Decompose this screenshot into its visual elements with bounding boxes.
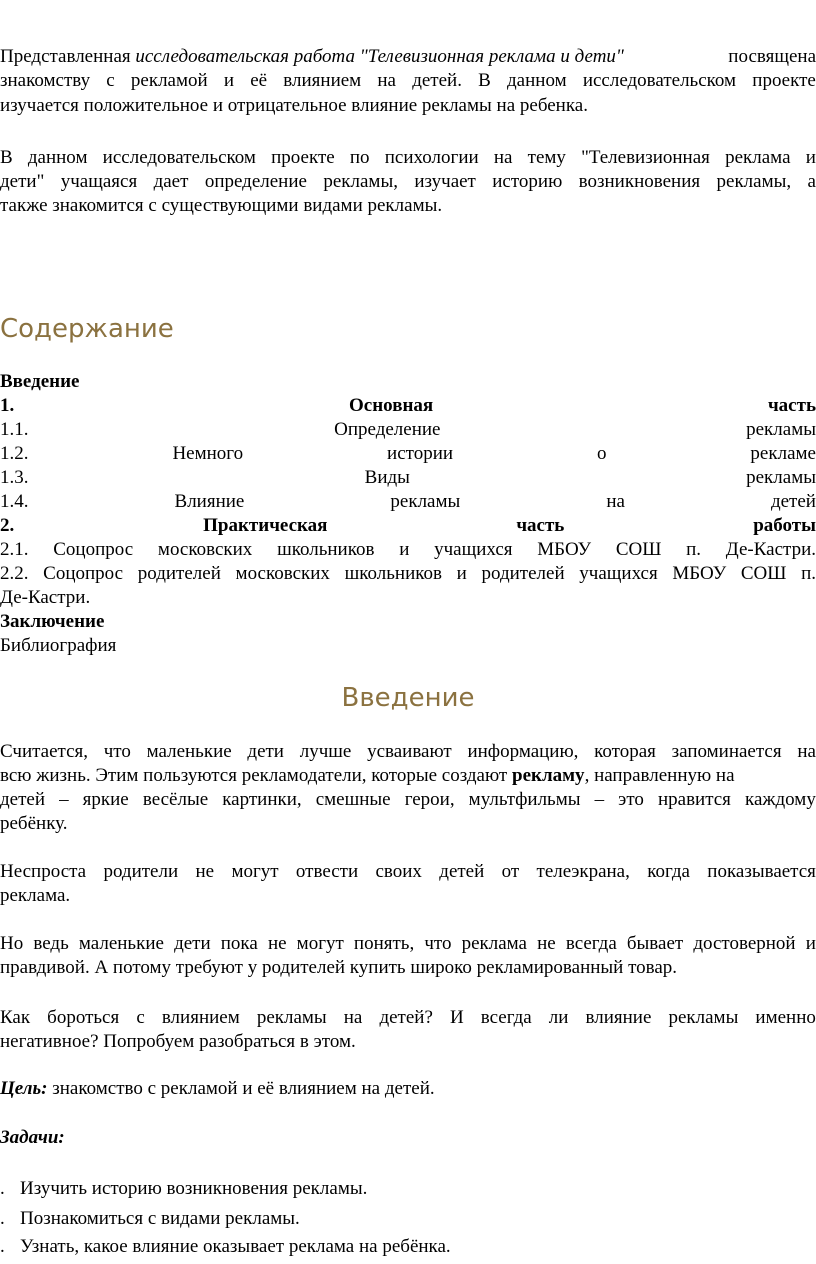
toc-item-1-3[interactable] xyxy=(0,466,816,490)
word: В xyxy=(478,70,491,91)
word: психологии xyxy=(384,147,479,168)
word: ведь xyxy=(33,933,69,954)
toc-word: 1. xyxy=(0,395,15,416)
toc-word: п. xyxy=(801,563,816,584)
word: детей. xyxy=(412,70,462,91)
word: рекламы xyxy=(668,1007,739,1028)
word: отвести xyxy=(295,861,359,882)
task-item xyxy=(0,1207,816,1231)
word: влиянием xyxy=(283,70,362,91)
word: "Телевизионная xyxy=(581,147,710,168)
intro-paragraph-2-line-3: также знакомится с существующими видами рекламы. xyxy=(0,195,443,216)
intro-paragraph-2-line-1 xyxy=(0,146,816,170)
toc-word: школьников xyxy=(277,539,375,560)
intro-body-p1-line-2 xyxy=(0,764,816,788)
toc-word: рекламы xyxy=(390,491,461,512)
intro-body-p3-line-1 xyxy=(0,932,816,956)
word: и xyxy=(805,933,816,954)
toc-word: и xyxy=(456,563,467,584)
task-text: Познакомиться с видами рекламы. xyxy=(20,1208,300,1229)
word: Но xyxy=(0,933,24,954)
word: не xyxy=(267,933,287,954)
intro-paragraph-1-line-3: изучается положительное и отрицательное влияние рекламы на ребенка. xyxy=(0,95,588,116)
word: усваивают xyxy=(367,741,452,762)
intro-body-p4-line-1 xyxy=(0,1006,816,1030)
word: рекламой xyxy=(130,70,208,91)
task-item xyxy=(0,1235,816,1259)
word: дети" xyxy=(0,171,45,192)
word: по xyxy=(349,147,370,168)
toc-bibliography[interactable]: Библиография xyxy=(0,635,117,656)
toc-word: на xyxy=(606,491,625,512)
toc-word: 1.4. xyxy=(0,491,29,512)
toc-word: учащихся xyxy=(434,539,513,560)
word: реклама xyxy=(461,933,527,954)
word: дети xyxy=(247,741,284,762)
toc-word: 2.2. xyxy=(0,563,29,584)
bold-link-span[interactable]: рекламу xyxy=(512,765,585,786)
goal-line xyxy=(0,1077,816,1101)
toc-word: СОШ xyxy=(615,539,662,560)
word: учащаяся xyxy=(60,171,138,192)
toc-item-2-2-continued[interactable]: Де-Кастри. xyxy=(0,587,91,608)
toc-word: МБОУ xyxy=(537,539,592,560)
text-span: всю жизнь. Этим пользуются рекламодатели, которые создают xyxy=(0,765,512,786)
word: на xyxy=(797,741,816,762)
word: данном xyxy=(27,147,88,168)
word: мультфильмы xyxy=(468,789,581,810)
toc-word: часть xyxy=(516,515,565,536)
word: Неспроста xyxy=(0,861,87,882)
intro-body-p1-line-4: ребёнку. xyxy=(0,813,68,834)
toc-word: Основная xyxy=(349,395,434,416)
toc-item-1-2[interactable] xyxy=(0,442,816,466)
toc-item-1-1[interactable] xyxy=(0,418,816,442)
word: а xyxy=(807,171,816,192)
toc-word: рекламы xyxy=(746,467,816,488)
word: маленькие xyxy=(146,741,232,762)
word: это xyxy=(618,789,644,810)
word: детей? xyxy=(379,1007,433,1028)
toc-word: часть xyxy=(767,395,816,416)
toc-item-1-4[interactable] xyxy=(0,490,816,514)
toc-word: школьников xyxy=(344,563,442,584)
word: детей xyxy=(439,861,485,882)
word: герои, xyxy=(404,789,455,810)
word: историю xyxy=(492,171,563,192)
toc-word: СОШ xyxy=(740,563,787,584)
word: влияние xyxy=(585,1007,652,1028)
toc-word: Соцопрос xyxy=(43,563,124,584)
list-marker: . xyxy=(0,1236,5,1257)
word: именно xyxy=(755,1007,816,1028)
word: на xyxy=(343,1007,363,1028)
toc-word: 2. xyxy=(0,515,15,536)
word: тему xyxy=(527,147,566,168)
toc-word: детей xyxy=(770,491,816,512)
toc-word: родителей xyxy=(137,563,221,584)
word: ли xyxy=(548,1007,569,1028)
word: бывает xyxy=(626,933,684,954)
word: пока xyxy=(220,933,258,954)
toc-word: Де-Кастри. xyxy=(725,539,816,560)
toc-word: и xyxy=(399,539,410,560)
list-marker: . xyxy=(0,1208,5,1229)
word: каждому xyxy=(745,789,816,810)
word: И xyxy=(449,1007,464,1028)
introduction-heading: Введение xyxy=(341,683,475,713)
word: с xyxy=(136,1007,145,1028)
word: её xyxy=(250,70,268,91)
toc-part-2[interactable] xyxy=(0,514,816,538)
word: дает xyxy=(153,171,189,192)
toc-word: о xyxy=(596,443,607,464)
toc-word: п. xyxy=(686,539,702,560)
toc-word: Соцопрос xyxy=(53,539,134,560)
toc-word: работы xyxy=(753,515,816,536)
word: не xyxy=(537,933,556,954)
word: детей xyxy=(0,789,46,810)
word: не xyxy=(195,861,215,882)
word: определение xyxy=(204,171,307,192)
word: проекте xyxy=(271,147,335,168)
toc-item-2-1[interactable] xyxy=(0,538,816,562)
intro-paragraph-2-line-2 xyxy=(0,170,816,194)
toc-word: 1.3. xyxy=(0,467,29,488)
word: картинки, xyxy=(222,789,302,810)
word: нравится xyxy=(657,789,731,810)
task-text: Изучить историю возникновения рекламы. xyxy=(20,1178,368,1199)
word: рекламы xyxy=(256,1007,327,1028)
word: что xyxy=(424,933,452,954)
word: В xyxy=(0,147,13,168)
word: влиянием xyxy=(161,1007,240,1028)
toc-word: московских xyxy=(157,539,253,560)
word: запоминается xyxy=(671,741,782,762)
tasks-label: Задачи: xyxy=(0,1127,65,1148)
word: – xyxy=(59,789,69,810)
word: бороться xyxy=(47,1007,120,1028)
word: и xyxy=(805,147,816,168)
word: знакомству xyxy=(0,70,91,91)
word: исследовательском xyxy=(582,70,737,91)
word: которая xyxy=(594,741,656,762)
toc-word: родителей xyxy=(481,563,565,584)
word: могут xyxy=(296,933,344,954)
toc-word: рекламе xyxy=(750,443,816,464)
word: реклама xyxy=(725,147,791,168)
word: своих xyxy=(375,861,422,882)
word: достоверной xyxy=(693,933,796,954)
intro-paragraph-1-line-2 xyxy=(0,69,816,93)
task-item xyxy=(0,1177,816,1201)
word: Считается, xyxy=(0,741,89,762)
word: данном xyxy=(507,70,567,91)
word: могут xyxy=(231,861,279,882)
toc-word: рекламы xyxy=(746,419,816,440)
toc-word: учащихся xyxy=(579,563,658,584)
toc-word: 1.1. xyxy=(0,419,29,440)
word: – xyxy=(594,789,605,810)
word: всегда xyxy=(480,1007,532,1028)
word: понять, xyxy=(353,933,415,954)
toc-part-1[interactable] xyxy=(0,394,816,418)
word: рекламы, xyxy=(323,171,398,192)
toc-word: Практическая xyxy=(203,515,328,536)
intro-body-p2-line-2: реклама. xyxy=(0,885,71,906)
word: исследовательском xyxy=(102,147,256,168)
word: лучше xyxy=(299,741,352,762)
text-span: Представленная xyxy=(0,46,136,67)
word: проекте xyxy=(752,70,816,91)
intro-body-p3-line-2: правдивой. А потому требуют у родителей купить широко рекламированный товар. xyxy=(0,957,678,978)
word: показывается xyxy=(707,861,816,882)
word: возникновения xyxy=(578,171,701,192)
intro-body-p4-line-2: негативное? Попробуем разобраться в этом. xyxy=(0,1031,356,1052)
intro-paragraph-1-line-1 xyxy=(0,45,816,69)
text-span: , направленную на xyxy=(584,765,735,786)
intro-body-p2-line-1 xyxy=(0,860,816,884)
toc-item-2-2[interactable] xyxy=(0,562,816,586)
word: на xyxy=(493,147,513,168)
word: когда xyxy=(647,861,690,882)
word: и xyxy=(223,70,235,91)
word: что xyxy=(103,741,131,762)
italic-title-span: исследовательская работа "Телевизионная реклама и дети" xyxy=(135,46,624,67)
toc-word: 2.1. xyxy=(0,539,29,560)
intro-body-p1-line-1 xyxy=(0,740,816,764)
word: всегда xyxy=(565,933,617,954)
toc-word: истории xyxy=(387,443,454,464)
word: телеэкрана, xyxy=(536,861,630,882)
word: маленькие xyxy=(78,933,164,954)
toc-word: Немного xyxy=(172,443,244,464)
word: яркие xyxy=(82,789,129,810)
toc-word: 1.2. xyxy=(0,443,29,464)
toc-word: Виды xyxy=(364,467,410,488)
word: информацию, xyxy=(467,741,579,762)
word: изучает xyxy=(414,171,476,192)
word: весёлые xyxy=(142,789,209,810)
toc-word: Определение xyxy=(334,419,441,440)
contents-heading: Содержание xyxy=(0,314,174,344)
list-marker: . xyxy=(0,1178,5,1199)
task-text: Узнать, какое влияние оказывает реклама на ребёнка. xyxy=(20,1236,451,1257)
toc-conclusion[interactable]: Заключение xyxy=(0,611,105,632)
word: родители xyxy=(103,861,179,882)
intro-body-p1-line-3 xyxy=(0,788,816,812)
toc-word: московских xyxy=(235,563,330,584)
word: смешные xyxy=(315,789,391,810)
word: Как xyxy=(0,1007,31,1028)
toc-introduction[interactable]: Введение xyxy=(0,371,80,392)
word: рекламы, xyxy=(716,171,792,192)
word: дети xyxy=(174,933,211,954)
word: от xyxy=(501,861,520,882)
goal-label: Цель: xyxy=(0,1078,48,1099)
word: с xyxy=(106,70,115,91)
toc-word: Влияние xyxy=(174,491,245,512)
goal-text: знакомство с рекламой и её влиянием на детей. xyxy=(47,1078,435,1099)
toc-word: МБОУ xyxy=(672,563,727,584)
text-span: посвящена xyxy=(728,46,816,67)
word: на xyxy=(377,70,396,91)
